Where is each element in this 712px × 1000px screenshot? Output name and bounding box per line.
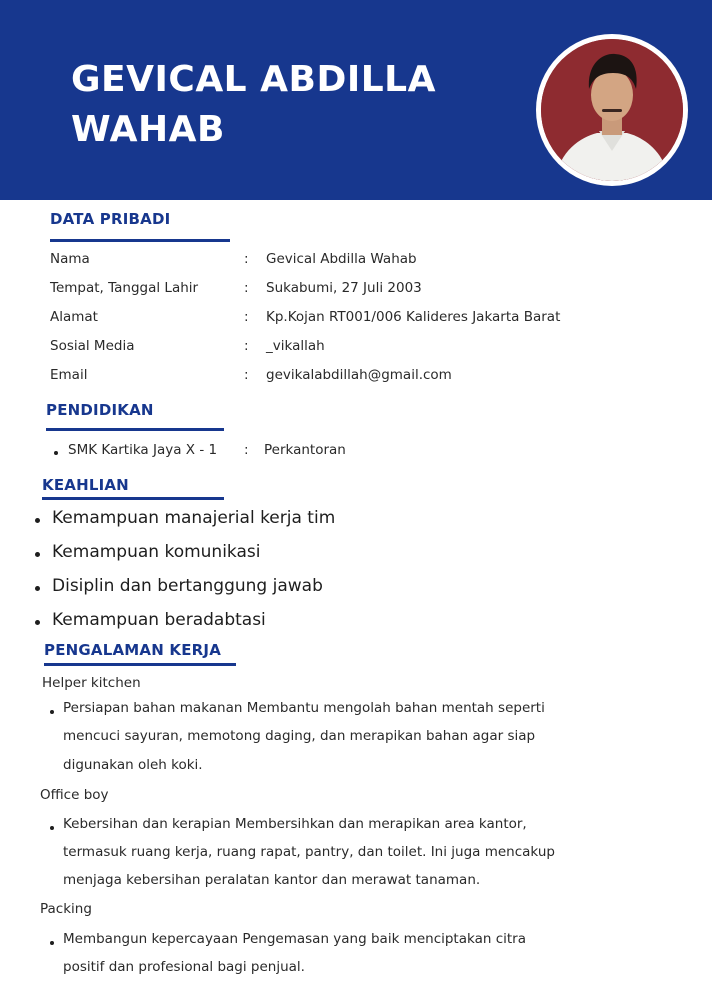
job-description-line: termasuk ruang kerja, ruang rapat, pantry, dan toilet. Ini juga mencakup	[63, 844, 555, 860]
row-label: Sosial Media	[50, 338, 135, 354]
bullet-dot	[50, 826, 54, 830]
row-separator: :	[244, 251, 249, 267]
row-value: Kp.Kojan RT001/006 Kalideres Jakarta Barat	[266, 309, 561, 325]
skill-item: Kemampuan manajerial kerja tim	[52, 508, 336, 528]
bullet-dot	[50, 710, 54, 714]
row-value: Gevical Abdilla Wahab	[266, 251, 417, 267]
section-title-personal: DATA PRIBADI	[50, 210, 171, 228]
row-separator: :	[244, 280, 249, 296]
job-description-line: menjaga kebersihan peralatan kantor dan merawat tanaman.	[63, 872, 481, 888]
skill-item: Disiplin dan bertanggung jawab	[52, 576, 323, 596]
job-position: Helper kitchen	[42, 675, 141, 691]
bullet-dot	[35, 518, 40, 523]
job-description-line: Membangun kepercayaan Pengemasan yang baik menciptakan citra	[63, 931, 526, 947]
row-label: Alamat	[50, 309, 98, 325]
name-line-2: WAHAB	[71, 109, 225, 150]
row-label: Tempat, Tanggal Lahir	[50, 280, 199, 296]
section-divider	[42, 497, 224, 500]
bullet-dot	[50, 941, 54, 945]
person-portrait-image	[541, 39, 683, 181]
skill-item: Kemampuan komunikasi	[52, 542, 261, 562]
row-separator: :	[244, 338, 249, 354]
education-major: Perkantoran	[264, 442, 346, 458]
skill-item: Kemampuan beradabtasi	[52, 610, 266, 630]
row-value: gevikalabdillah@gmail.com	[266, 367, 452, 383]
row-label: Nama	[50, 251, 90, 267]
bullet-dot	[35, 552, 40, 557]
bullet-dot	[35, 586, 40, 591]
name-line-1: GEVICAL ABDILLA	[71, 59, 436, 100]
bullet-dot	[54, 451, 58, 455]
row-label: Email	[50, 367, 88, 383]
bullet-dot	[35, 620, 40, 625]
section-title-skills: KEAHLIAN	[42, 476, 129, 494]
job-position: Packing	[40, 901, 92, 917]
job-description-line: mencuci sayuran, memotong daging, dan merapikan bahan agar siap	[63, 728, 536, 744]
job-description-line: Persiapan bahan makanan Membantu mengolah bahan mentah seperti	[63, 700, 545, 716]
row-separator: :	[244, 309, 249, 325]
row-separator: :	[244, 367, 249, 383]
profile-photo	[541, 39, 683, 181]
profile-photo-frame	[536, 34, 688, 186]
education-separator: :	[244, 442, 249, 458]
header-banner	[0, 0, 712, 200]
job-description-line: Kebersihan dan kerapian Membersihkan dan merapikan area kantor,	[63, 816, 527, 832]
job-position: Office boy	[40, 787, 109, 803]
job-description-line: positif dan profesional bagi penjual.	[63, 959, 305, 975]
job-description-line: digunakan oleh koki.	[63, 757, 203, 773]
row-value: _vikallah	[266, 338, 325, 354]
row-value: Sukabumi, 27 Juli 2003	[266, 280, 422, 296]
education-school: SMK Kartika Jaya X - 1	[68, 442, 218, 458]
section-title-education: PENDIDIKAN	[46, 401, 154, 419]
section-title-experience: PENGALAMAN KERJA	[44, 641, 222, 659]
section-divider	[46, 428, 224, 431]
section-divider	[44, 663, 236, 666]
section-divider	[50, 239, 230, 242]
